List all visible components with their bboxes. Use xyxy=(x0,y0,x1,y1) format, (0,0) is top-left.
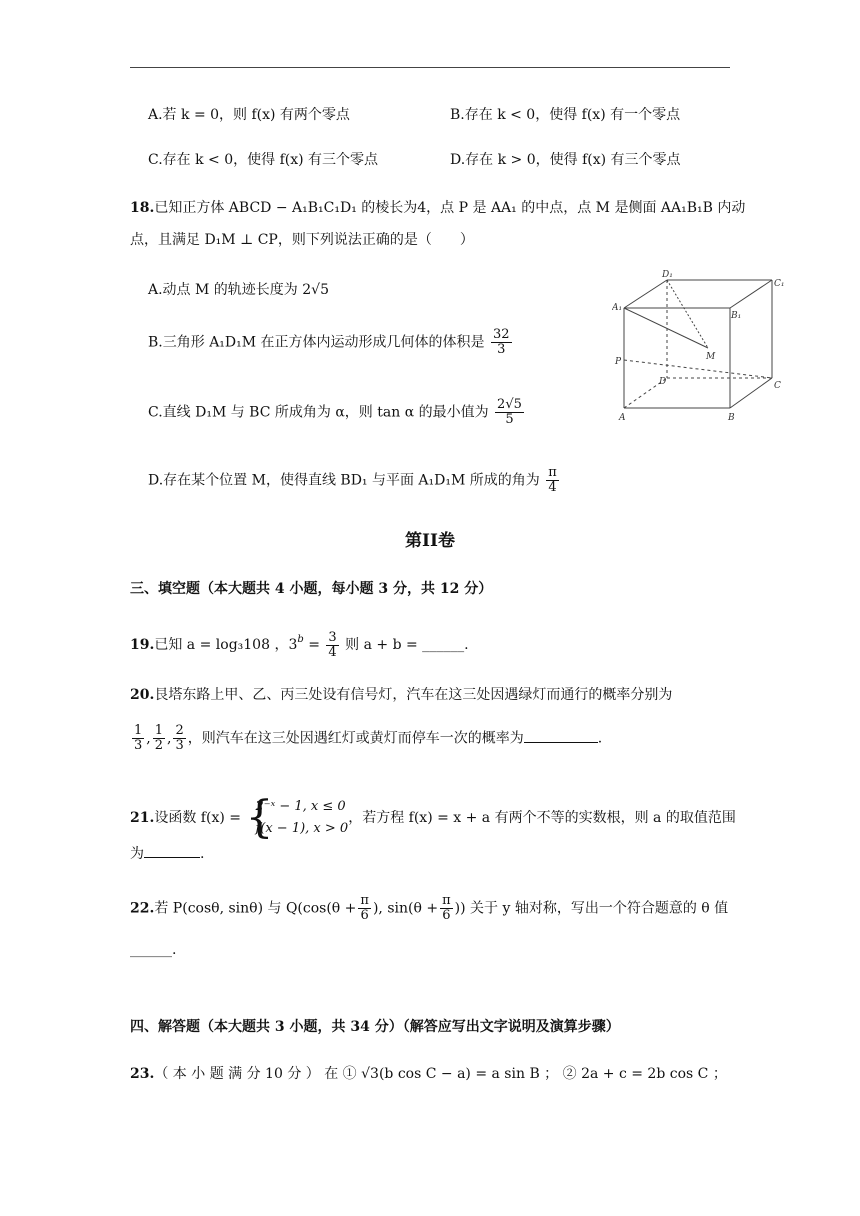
fraction-denominator: 3 xyxy=(175,738,184,753)
q19-fraction xyxy=(326,631,338,660)
q20-number: 20. xyxy=(130,687,155,703)
q18-option-d-text: D.存在某个位置 M，使得直线 BD₁ 与平面 A₁D₁M 所成的角为 xyxy=(148,472,540,489)
q22-text-b: ), sin(θ + xyxy=(372,900,439,917)
q18-option-b-text: B.三角形 A₁D₁M 在正方体内运动形成几何体的体积是 xyxy=(148,334,485,351)
q20-line2-end: . xyxy=(597,730,603,747)
q21-case2: f(x − 1), x > 0 xyxy=(255,821,349,836)
q21-number: 21. xyxy=(130,810,155,826)
q17-option-b: B.存在 k < 0，使得 f(x) 有一个零点 xyxy=(450,107,681,123)
header-rule xyxy=(130,67,730,68)
fraction-numerator: 1 xyxy=(154,723,164,738)
label-c1: C₁ xyxy=(774,279,785,289)
q19-text-before: 已知 a = log₃108 ，3 xyxy=(154,637,298,653)
q18-stem1-text: 已知正方体 ABCD − A₁B₁C₁D₁ 的棱长为4，点 P 是 AA₁ 的中点，点 M 是侧面 AA₁B₁B 内动 xyxy=(154,200,746,216)
q19-text-after: 则 a + b = ______. xyxy=(340,637,469,653)
left-brace: { xyxy=(245,792,274,843)
q18-option-a: A.动点 M 的轨迹长度为 2√5 xyxy=(148,282,329,298)
q22-text-a: 若 P(cosθ, sinθ) 与 Q(cos(θ + xyxy=(154,900,357,917)
edge-c1b1 xyxy=(730,280,772,308)
q22-text-c: )) 关于 y 轴对称，写出一个符合题意的 θ 值 xyxy=(454,900,729,917)
fraction-denominator: 3 xyxy=(134,738,143,753)
q21-text-before: 设函数 f(x) = xyxy=(154,810,241,826)
section4-heading: 四、解答题（本大题共 3 小题，共 34 分）（解答应写出文字说明及演算步骤） xyxy=(130,1019,620,1035)
label-d1: D₁ xyxy=(662,270,673,280)
segment-a1m xyxy=(624,308,708,348)
label-b: B xyxy=(728,413,735,423)
fraction-denominator: 3 xyxy=(497,342,506,357)
q20-line1 xyxy=(130,685,672,705)
q22-line1 xyxy=(130,894,728,923)
q18-option-c xyxy=(148,398,526,427)
q19-number: 19. xyxy=(130,637,155,653)
fraction-denominator: 4 xyxy=(328,644,337,660)
q18-option-b-fraction xyxy=(491,328,512,357)
fraction-denominator: 2 xyxy=(154,738,164,753)
fraction-numerator: 2 xyxy=(175,723,184,738)
part2-title: 第II卷 xyxy=(405,531,455,551)
fraction-denominator: 4 xyxy=(548,480,557,495)
label-c: C xyxy=(774,381,781,391)
q18-option-d-fraction xyxy=(546,466,559,495)
edge-bc xyxy=(730,378,772,408)
q18-stem-line2: 点，且满足 D₁M ⊥ CP，则下列说法正确的是（ ） xyxy=(130,232,474,248)
fraction-numerator: 2√5 xyxy=(497,397,522,412)
q22-line2: ______. xyxy=(130,942,177,958)
fraction-numerator: 3 xyxy=(328,629,337,645)
q21-line1 xyxy=(130,792,736,843)
q22-number: 22. xyxy=(130,900,155,917)
q17-option-c: C.存在 k < 0，使得 f(x) 有三个零点 xyxy=(148,152,379,168)
label-a: A xyxy=(619,413,626,423)
q21-line2-end: . xyxy=(200,846,205,862)
q23-line xyxy=(130,1064,727,1084)
fraction-numerator: π xyxy=(442,893,451,908)
q21-text-after: ，若方程 f(x) = x + a 有两个不等的实数根，则 a 的取值范围 xyxy=(348,810,736,826)
q18-option-d xyxy=(148,466,561,495)
q19-line xyxy=(130,630,469,660)
q21-line2-text: 为 xyxy=(130,846,144,862)
label-a1: A₁ xyxy=(612,303,623,313)
q17-option-a: A.若 k = 0，则 f(x) 有两个零点 xyxy=(148,107,350,123)
cube-figure xyxy=(612,268,792,428)
segment-pc xyxy=(624,360,772,378)
q19-eq: = xyxy=(303,637,325,653)
q18-option-c-text: C.直线 D₁M 与 BC 所成角为 α，则 tan α 的最小值为 xyxy=(148,404,489,421)
q22-fraction-2 xyxy=(440,894,453,923)
q21-line2 xyxy=(130,843,204,864)
fraction-numerator: π xyxy=(360,893,369,908)
q21-answer-blank xyxy=(144,843,200,858)
q18-stem-line1 xyxy=(130,198,745,218)
edge-a1d1 xyxy=(624,280,667,308)
fraction-denominator: 6 xyxy=(360,908,369,923)
q20-fraction-3 xyxy=(173,724,185,753)
q20-text-line1: 艮塔东路上甲、乙、丙三处设有信号灯，汽车在这三处因遇绿灯而通行的概率分别为 xyxy=(154,687,673,703)
q23-number: 23. xyxy=(130,1066,155,1082)
q20-text-line2: ，则汽车在这三处因遇红灯或黄灯而停车一次的概率为 xyxy=(187,730,524,747)
q20-fraction-1 xyxy=(132,724,144,753)
q17-option-d: D.存在 k > 0，使得 f(x) 有三个零点 xyxy=(450,152,681,168)
label-d: D xyxy=(659,377,667,387)
q20-line2: $\frac{1}{3}$ , $\frac{1}{2}$ , $\frac{2}{3}$ ，则汽车在这三处因遇红灯或黄灯而停车一次的概率为 . xyxy=(134,723,603,753)
q21-piecewise xyxy=(245,792,349,843)
fraction-numerator: 1 xyxy=(134,723,143,738)
fraction-numerator: π xyxy=(548,465,557,480)
label-b1: B₁ xyxy=(731,311,742,321)
fraction-numerator: 32 xyxy=(493,327,510,342)
q19-exponent: b xyxy=(297,634,304,645)
label-p: P xyxy=(615,357,622,367)
q18-option-c-fraction xyxy=(495,398,524,427)
q23-text: （ 本 小 题 满 分 10 分 ） 在 ① √3(b cos C − a) = a sin B ； ② 2a + c = 2b cos C ； xyxy=(154,1066,727,1082)
q21-case1: 2⁻ˣ − 1, x ≤ 0 xyxy=(255,799,346,814)
q20-answer-blank xyxy=(524,728,598,743)
label-m: M xyxy=(706,352,716,362)
q18-option-b xyxy=(148,328,514,357)
q18-number: 18. xyxy=(130,200,155,216)
q20-fraction-2 xyxy=(153,724,165,753)
section3-heading: 三、填空题（本大题共 4 小题，每小题 3 分，共 12 分） xyxy=(130,581,493,597)
q22-fraction-1 xyxy=(358,894,371,923)
fraction-denominator: 5 xyxy=(505,412,514,427)
fraction-denominator: 6 xyxy=(442,908,451,923)
